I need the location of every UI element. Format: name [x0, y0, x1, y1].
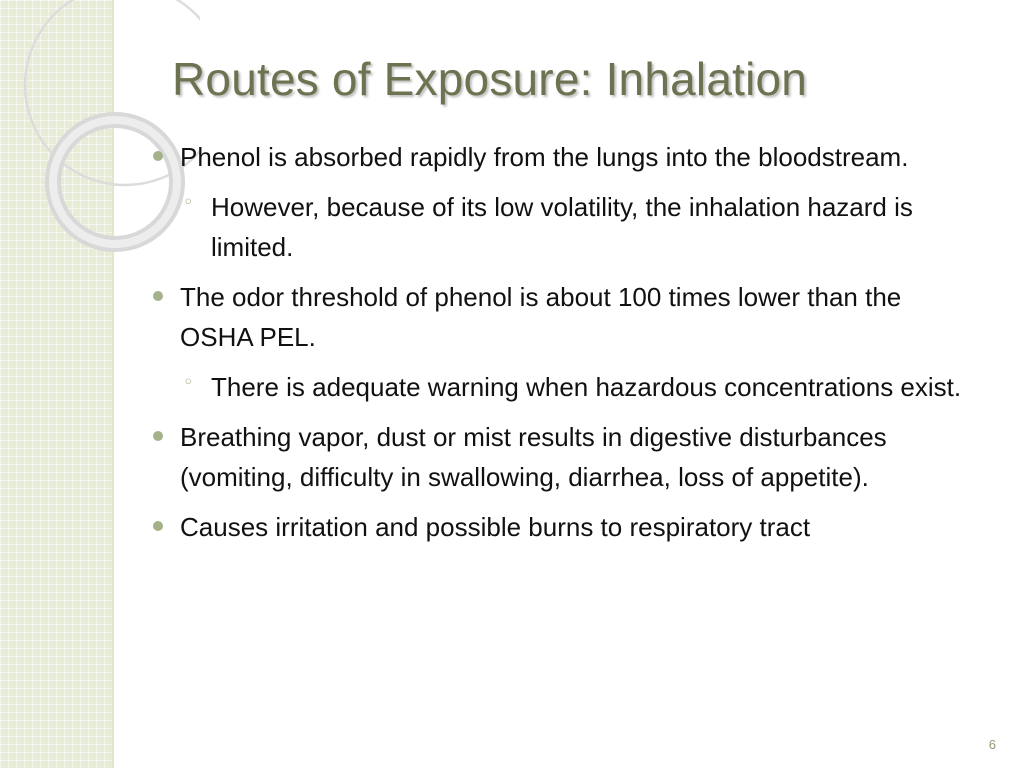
bullet-dot-icon	[153, 431, 163, 441]
bullet-item-4	[145, 507, 975, 547]
page-number: 6	[988, 737, 996, 752]
bullet-item-2	[145, 277, 975, 357]
bullet-item-3	[145, 417, 975, 497]
bullet-text: Phenol is absorbed rapidly from the lungs into the bloodstream.	[180, 142, 909, 172]
bullet-dot-icon	[153, 521, 163, 531]
sub-bullet-text: There is adequate warning when hazardous concentrations exist.	[211, 372, 962, 402]
sub-bullet-text: However, because of its low volatility, the inhalation hazard is limited.	[211, 192, 913, 262]
sub-bullet-item-2	[145, 367, 975, 407]
sub-bullet-circle-icon: ◦	[183, 372, 194, 393]
bullet-list	[145, 137, 975, 557]
bullet-text: Causes irritation and possible burns to respiratory tract	[180, 512, 811, 542]
bullet-dot-icon	[153, 151, 163, 161]
slide-title: Routes of Exposure: Inhalation	[172, 53, 808, 105]
bullet-item-1	[145, 137, 975, 177]
bullet-text: Breathing vapor, dust or mist results in digestive disturbances (vomiting, difficulty in swallowing, diarrhea, loss of appetite).	[180, 422, 887, 492]
bullet-dot-icon	[153, 291, 163, 301]
sub-bullet-item-1	[145, 187, 975, 267]
sub-bullet-circle-icon: ◦	[183, 192, 194, 213]
bullet-text: The odor threshold of phenol is about 100 times lower than the OSHA PEL.	[180, 282, 902, 352]
